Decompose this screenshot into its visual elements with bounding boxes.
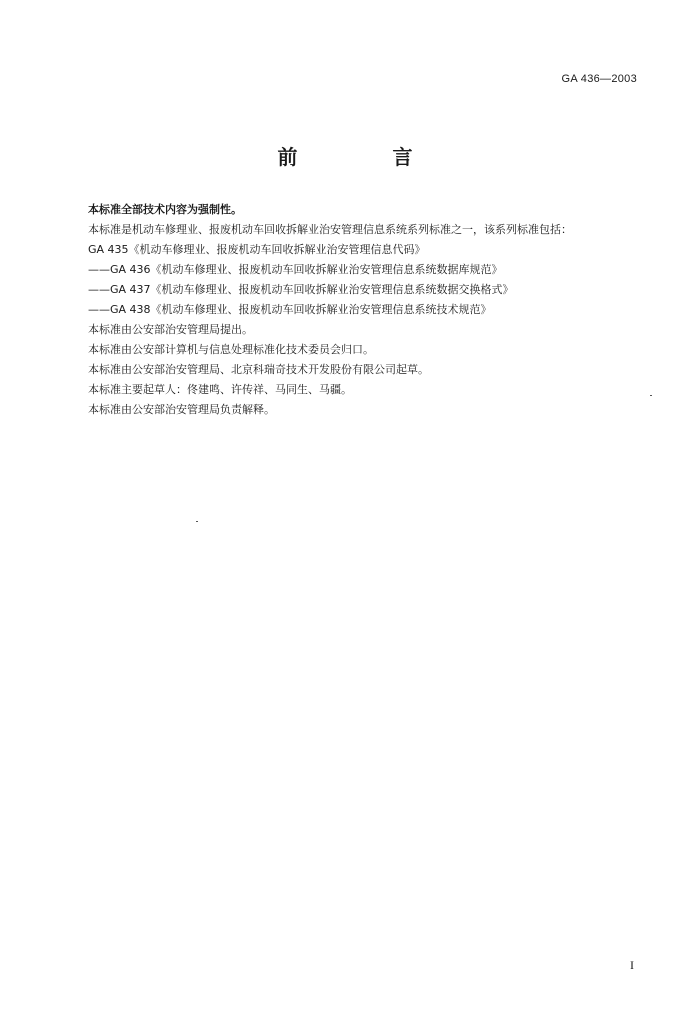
list-item-ga438: ——GA 438《机动车修理业、报废机动车回收拆解业治安管理信息系统技术规范》 [88, 303, 492, 316]
scan-speck [650, 395, 652, 396]
foreword-body [62, 200, 642, 420]
paragraph-centralized-by: 本标准由公安部计算机与信息处理标准化技术委员会归口。 [88, 343, 374, 356]
list-item-ga435: GA 435《机动车修理业、报废机动车回收拆解业治安管理信息代码》 [88, 243, 426, 256]
paragraph-interpreted-by: 本标准由公安部治安管理局负责解释。 [88, 403, 275, 416]
page-title: 前 言 [277, 145, 457, 169]
paragraph-mandatory: 本标准全部技术内容为强制性。 [88, 203, 242, 216]
list-item-ga436: ——GA 436《机动车修理业、报废机动车回收拆解业治安管理信息系统数据库规范》 [88, 263, 503, 276]
paragraph-drafters: 本标准主要起草人：佟建鸣、许传祥、马同生、马疆。 [88, 383, 352, 396]
paragraph-proposed-by: 本标准由公安部治安管理局提出。 [88, 323, 253, 336]
paragraph-series: 本标准是机动车修理业、报废机动车回收拆解业治安管理信息系统系列标准之一，该系列标准包括： [88, 223, 572, 236]
scan-speck [196, 521, 198, 522]
standard-code: GA 436—2003 [561, 73, 637, 85]
list-item-ga437: ——GA 437《机动车修理业、报废机动车回收拆解业治安管理信息系统数据交换格式》 [88, 283, 514, 296]
paragraph-drafted-by: 本标准由公安部治安管理局、北京科瑞奇技术开发股份有限公司起草。 [88, 363, 429, 376]
page-number: I [630, 958, 634, 972]
